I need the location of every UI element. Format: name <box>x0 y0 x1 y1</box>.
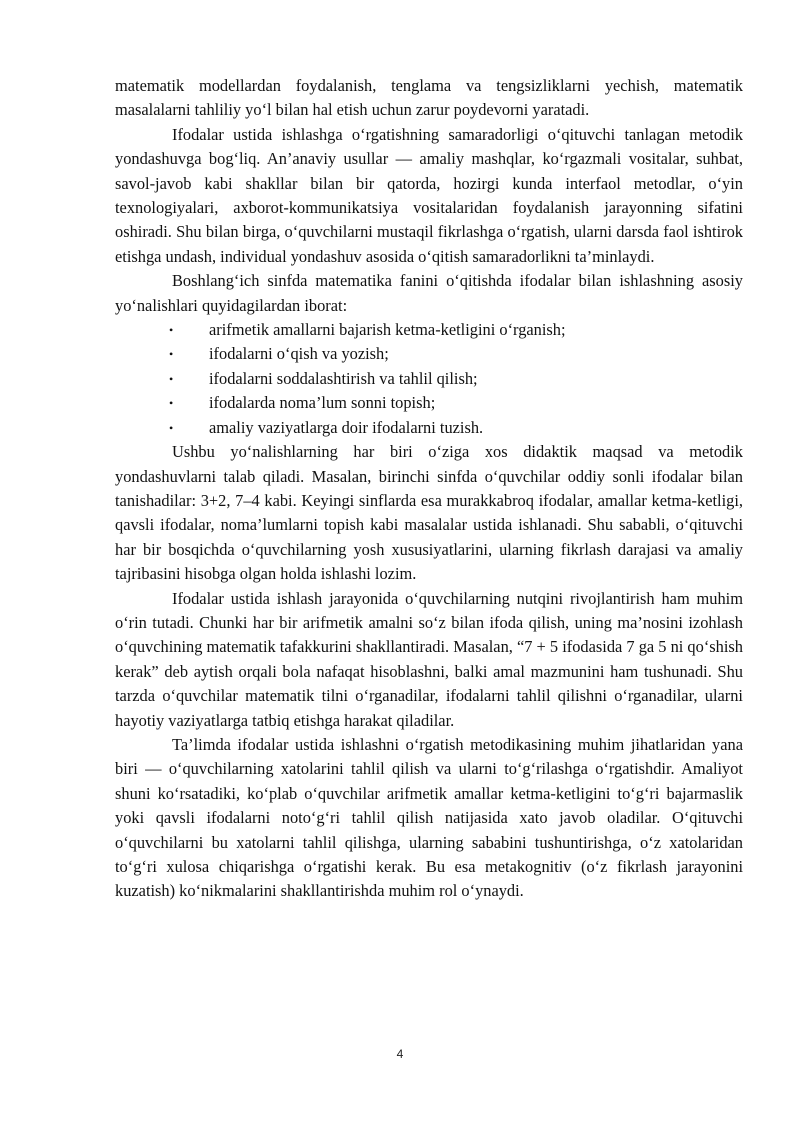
list-item-text: ifodalarni soddalashtirish va tahlil qilish; <box>209 368 478 388</box>
bullet-icon: • <box>169 420 174 435</box>
list-item-text: ifodalarda noma’lum sonni topish; <box>209 393 436 413</box>
list-item <box>115 416 743 440</box>
bullet-icon: • <box>169 396 174 411</box>
paragraph-directions-intro: Boshlang‘ich sinfda matematika fanini o‘qitishda ifodalar bilan ishlashning asosiy yo‘nalishlari quyidagilardan iborat: <box>115 271 743 315</box>
page-number: 4 <box>396 1047 404 1061</box>
bullet-icon: • <box>169 347 174 362</box>
list-item-text: arifmetik amallarni bajarish ketma-ketligini o‘rganish; <box>209 320 566 340</box>
list-item-text: ifodalarni o‘qish va yozish; <box>209 344 389 364</box>
list-item <box>115 367 743 391</box>
list-item <box>115 342 743 366</box>
paragraph-methods: Ifodalar ustida ishlashga o‘rgatishning samaradorligi o‘qituvchi tanlagan metodik yondashuvga bog‘liq. An’anaviy usullar — amaliy mashqlar, ko‘rgazmali vositalar, suhbat, savol-javob kabi shakllar bilan bir qatorda, hozirgi kunda interfaol metodlar, o‘yin texnologiyalari, axborot-kommunikatsiya vositalaridan foydalanish jarayonning sifatini oshiradi. Shu bilan birga, o‘quvchilarni mustaqil fikrlashga o‘rgatish, ularni darsda faol ishtirok etishga undash, individual yondashuv asosida o‘qitish samaradorlikni ta’minlaydi. <box>115 124 743 266</box>
paragraph-error-analysis: Ta’limda ifodalar ustida ishlashni o‘rgatish metodikasining muhim jihatlaridan yana biri — o‘quvchilarning xatolarini tahlil qilish va ularni to‘g‘rilashga o‘rgatishdir. Amaliyot shuni ko‘rsatadiki, ko‘plab o‘quvchilar arifmetik amallar ketma-ketligini to‘g‘ri bajarmaslik yoki qavsli ifodalarni noto‘g‘ri tahlil qilish natijasida xato javob oladilar. O‘qituvchi o‘quvchilarni bu xatolarni tahlil qilishga, ularning sababini tushuntirishga, o‘z xatolaridan to‘g‘ri xulosa chiqarishga o‘rgatishi kerak. Bu esa metakognitiv (o‘z fikrlash jarayonini kuzatish) ko‘nikmalarini shakllantirishda muhim rol o‘ynaydi. <box>115 734 743 901</box>
bullet-icon: • <box>169 371 174 386</box>
list-item-text: amaliy vaziyatlarga doir ifodalarni tuzish. <box>209 417 484 437</box>
bullet-icon: • <box>169 323 174 338</box>
list-item <box>115 391 743 415</box>
document-page <box>115 74 743 904</box>
directions-list <box>115 318 743 440</box>
paragraph-speech-development: Ifodalar ustida ishlash jarayonida o‘quvchilarning nutqini rivojlantirish ham muhim o‘rin tutadi. Chunki har bir arifmetik amalni so‘z bilan ifoda qilish, uning ma’nosini izohlash o‘quvchining matematik tafakkurini shakllantiradi. Masalan, “7 + 5 ifodasida 7 ga 5 ni qo‘shish kerak” deb aytish orqali bola nafaqat hisoblashni, balki amal mazmunini ham tushunadi. Shu tarzda o‘quvchilar matematik tilni o‘rganadilar, ifodalarni tahlil qilishni o‘rganadilar, ularni hayotiy vaziyatlarga tatbiq etishga harakat qiladilar. <box>115 588 743 730</box>
paragraph-continuation: matematik modellardan foydalanish, tenglama va tengsizliklarni yechish, matematik masalalarni tahliliy yo‘l bilan hal etish uchun zarur poydevorni yaratadi. <box>115 76 743 120</box>
list-item <box>115 318 743 342</box>
paragraph-didactic-goals: Ushbu yo‘nalishlarning har biri o‘ziga xos didaktik maqsad va metodik yondashuvlarni talab qiladi. Masalan, birinchi sinfda o‘quvchilar oddiy sonli ifodalar bilan tanishadilar: 3+2, 7–4 kabi. Keyingi sinflarda esa murakkabroq ifodalar, amallar ketma-ketligi, qavsli ifodalar, noma’lumlarni topish kabi masalalar ustida ishlanadi. Shu sababli, o‘qituvchi har bir bosqichda o‘quvchilarning yosh xususiyatlarini, ularning fikrlash darajasi va amaliy tajribasini hisobga olgan holda ishlashi lozim. <box>115 442 743 584</box>
